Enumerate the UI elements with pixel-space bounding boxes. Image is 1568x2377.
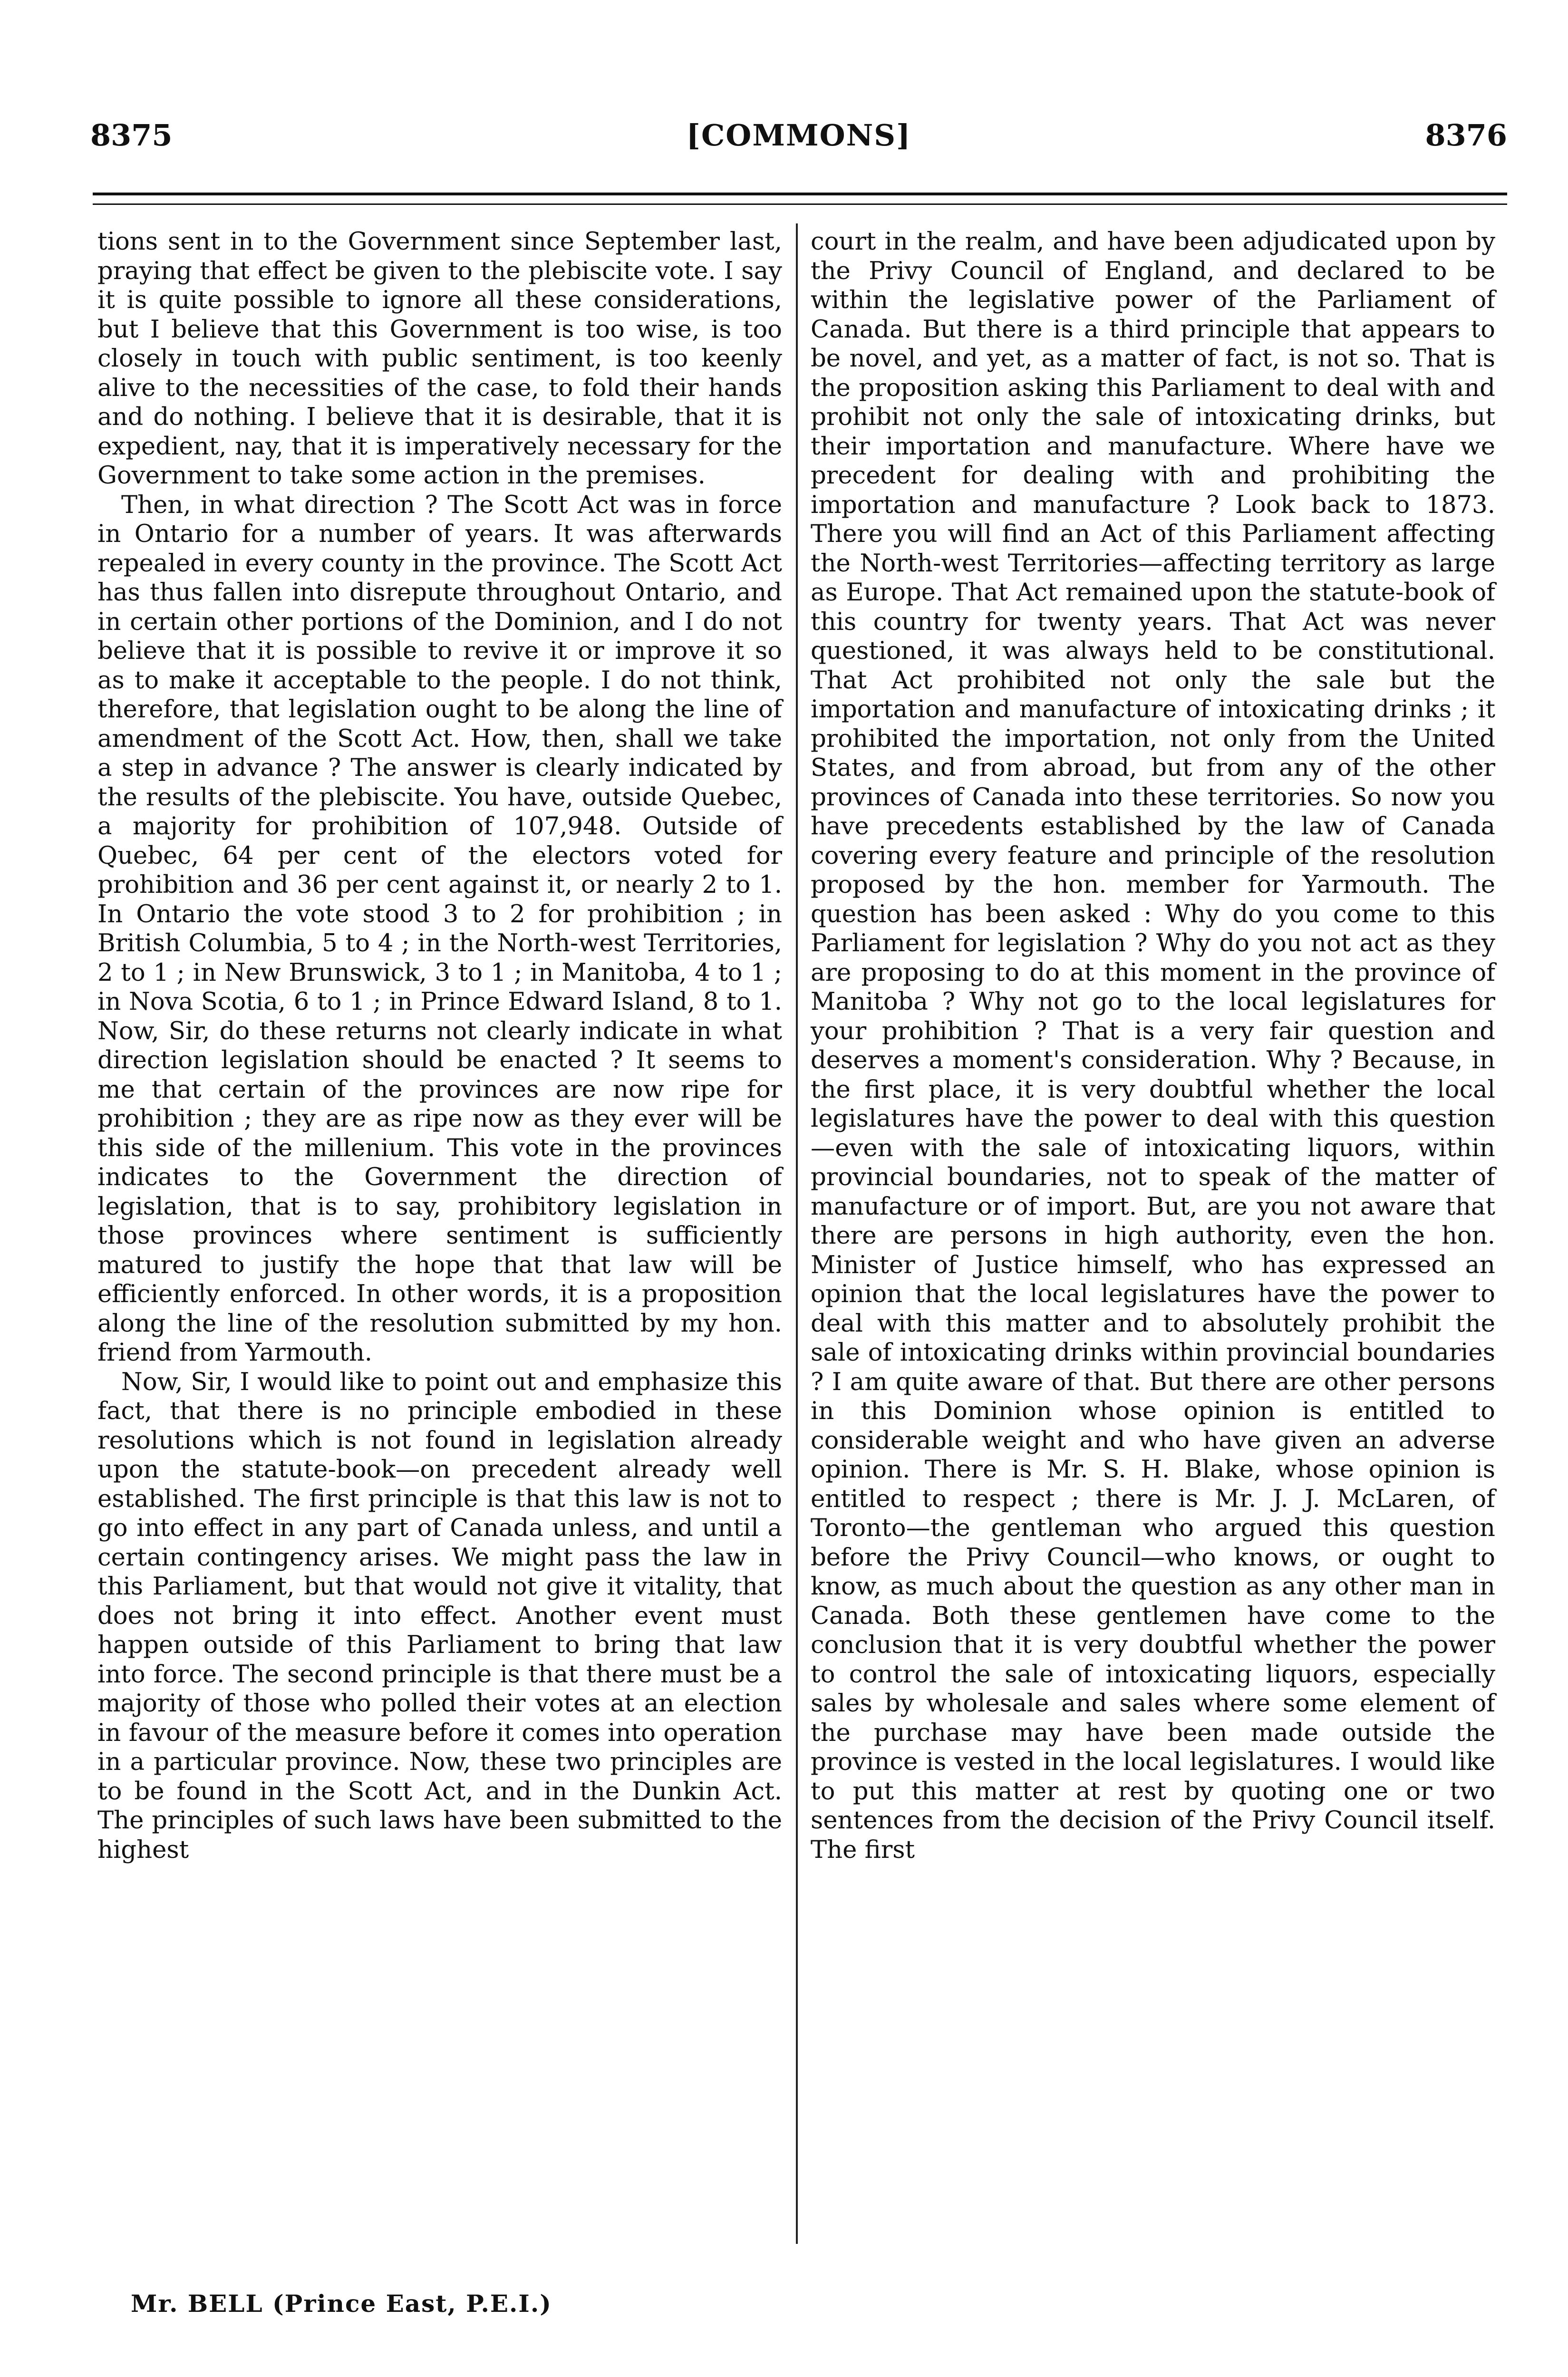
right-column — [811, 227, 1495, 1865]
header-rule-thin — [93, 203, 1507, 205]
page-header — [90, 118, 1507, 161]
speaker-footer: Mr. BELL (Prince East, P.E.I.) — [131, 2290, 552, 2318]
page-title: [COMMONS] — [686, 118, 911, 153]
page-number-right: 8376 — [1425, 118, 1507, 153]
header-rule-thick — [93, 193, 1507, 195]
paragraph: tions sent in to the Government since September last, praying that effect be given to the plebiscite vote. I say it is quite possible to ignore all these considerations, but I believe that this Government is too wise, is too closely in touch with public sentiment, is too keenly alive to the necessities of the case, to fold their hands and do nothing. I believe that it is desirable, that it is expedient, nay, that it is imperatively necessary for the Government to take some action in the premises. — [97, 227, 782, 490]
left-column — [97, 227, 782, 1865]
page-number-left: 8375 — [90, 118, 173, 153]
paragraph: court in the realm, and have been adjudicated upon by the Privy Council of England, and declared to be within the legislative power of the Parliament of Canada. But there is a third principle that appears to be novel, and yet, as a matter of fact, is not so. That is the proposition asking this Parliament to deal with and prohibit not only the sale of intoxicating drinks, but their importation and manufacture. Where have we precedent for dealing with and prohibiting the importation and manufacture ? Look back to 1873. There you will find an Act of this Parliament affecting the North-west Territories—affecting territory as large as Europe. That Act remained upon the statute-book of this country for twenty years. That Act was never questioned, it was always held to be constitutional. That Act prohibited not only the sale but the importation and manufacture of intoxicating drinks ; it prohibited the importation, not only from the United States, and from abroad, but from any of the other provinces of Canada into these territories. So now you have precedents established by the law of Canada covering every feature and principle of the resolution proposed by the hon. member for Yarmouth. The question has been asked : Why do you come to this Parliament for legislation ? Why do you not act as they are proposing to do at this moment in the province of Manitoba ? Why not go to the local legislatures for your prohibition ? That is a very fair question and deserves a moment's consideration. Why ? Because, in the first place, it is very doubtful whether the local legislatures have the power to deal with this question—even with the sale of intoxicating liquors, within provincial boundaries, not to speak of the matter of manufacture or of import. But, are you not aware that there are persons in high authority, even the hon. Minister of Justice himself, who has expressed an opinion that the local legislatures have the power to deal with this matter and to absolutely prohibit the sale of intoxicating drinks within provincial boundaries ? I am quite aware of that. But there are other persons in this Dominion whose opinion is entitled to considerable weight and who have given an adverse opinion. There is Mr. S. H. Blake, whose opinion is entitled to respect ; there is Mr. J. J. McLaren, of Toronto—the gentleman who argued this question before the Privy Council—who knows, or ought to know, as much about the question as any other man in Canada. Both these gentlemen have come to the conclusion that it is very doubtful whether the power to control the sale of intoxicating liquors, especially sales by wholesale and sales where some element of the purchase may have been made outside the province is vested in the local legislatures. I would like to put this matter at rest by quoting one or two sentences from the decision of the Privy Council itself. The first — [811, 227, 1495, 1864]
column-divider — [796, 223, 798, 2244]
paragraph: Now, Sir, I would like to point out and emphasize this fact, that there is no principle embodied in these resolutions which is not found in legislation already upon the statute-book—on precedent already well established. The first principle is that this law is not to go into effect in any part of Canada unless, and until a certain contingency arises. We might pass the law in this Parliament, but that would not give it vitality, that does not bring it into effect. Another event must happen outside of this Parliament to bring that law into force. The second principle is that there must be a majority of those who polled their votes at an election in favour of the measure before it comes into operation in a particular province. Now, these two principles are to be found in the Scott Act, and in the Dunkin Act. The principles of such laws have been submitted to the highest — [97, 1367, 782, 1864]
paragraph: Then, in what direction ? The Scott Act was in force in Ontario for a number of years. It was afterwards repealed in every county in the province. The Scott Act has thus fallen into disrepute throughout Ontario, and in certain other portions of the Dominion, and I do not believe that it is possible to revive it or improve it so as to make it acceptable to the people. I do not think, therefore, that legislation ought to be along the line of amendment of the Scott Act. How, then, shall we take a step in advance ? The answer is clearly indicated by the results of the plebiscite. You have, outside Quebec, a majority for prohibition of 107,948. Outside of Quebec, 64 per cent of the electors voted for prohibition and 36 per cent against it, or nearly 2 to 1. In Ontario the vote stood 3 to 2 for prohibition ; in British Columbia, 5 to 4 ; in the North-west Territories, 2 to 1 ; in New Brunswick, 3 to 1 ; in Manitoba, 4 to 1 ; in Nova Scotia, 6 to 1 ; in Prince Edward Island, 8 to 1. Now, Sir, do these returns not clearly indicate in what direction legislation should be enacted ? It seems to me that certain of the provinces are now ripe for prohibition ; they are as ripe now as they ever will be this side of the millenium. This vote in the provinces indicates to the Government the direction of legislation, that is to say, prohibitory legislation in those provinces where sentiment is sufficiently matured to justify the hope that that law will be efficiently enforced. In other words, it is a proposition along the line of the resolution submitted by my hon. friend from Yarmouth. — [97, 490, 782, 1367]
